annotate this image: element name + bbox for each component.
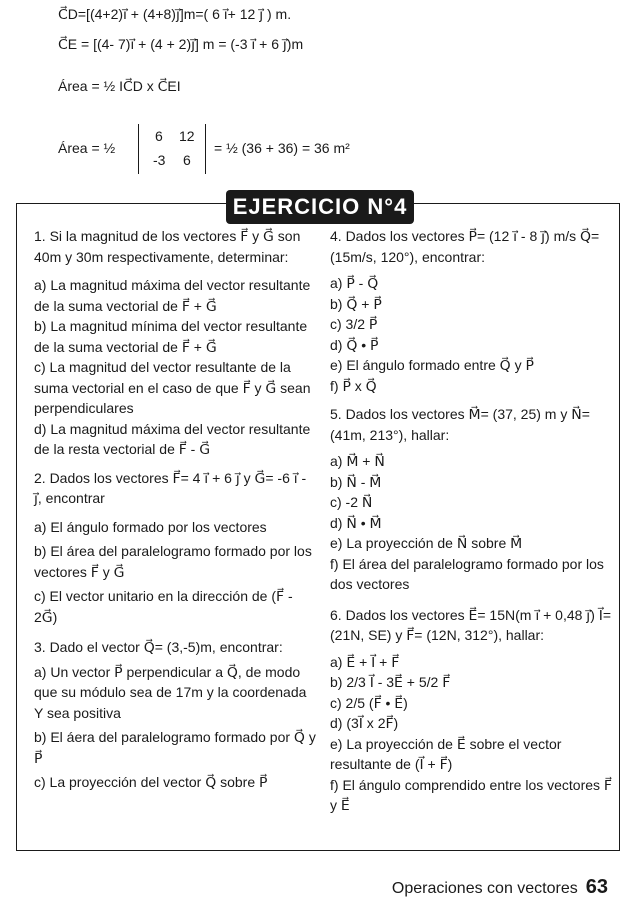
item-2a: a) El ángulo formado por los vectores [34,518,267,535]
item-1b: b) La magnitud mínima del vector resultante de la suma vectorial de F⃗ + G⃗ [34,318,308,355]
item-5d: d) N⃗ • M⃗ [330,514,382,531]
question-4: 4. Dados los vectores P⃗= (12 i⃗ - 8 j⃗) m/s Q⃗= (15m/s, 120°), encontrar: [330,228,600,265]
matrix-cell: 6 [155,128,163,144]
question-1: 1. Si la magnitud de los vectores F⃗ y G⃗ son 40m y 30m respectivamente, determinar: [34,228,301,265]
exercise-banner: EJERCICIO N°4 [226,190,414,224]
equation-cd: C⃗D=[(4+2)i⃗ + (4+8)j⃗]m=( 6 i⃗+ 12 j⃗ ) m. [58,6,292,22]
item-6d: d) (3I⃗ x 2F⃗) [330,715,399,731]
matrix-cell: 12 [179,128,195,144]
item-2c: c) El vector unitario en la dirección de (F⃗ - 2G⃗) [34,588,293,625]
right-column [330,226,612,816]
item-4a: a) P⃗ - Q⃗ [330,275,379,291]
question-3: 3. Dado el vector Q⃗= (3,-5)m, encontrar: [34,639,283,655]
item-3a: a) Un vector P⃗ perpendicular a Q⃗, de modo que su módulo sea de 17m y la coordenada Y sea positiva [34,663,307,721]
item-4d: d) Q⃗ • P⃗ [330,336,379,353]
equation-ce: C⃗E = [(4- 7)i⃗ + (4 + 2)j⃗] m = (-3 i⃗ + 6 j⃗)m [58,36,304,52]
question-2: 2. Dados los vectores F⃗= 4 i⃗ + 6 j⃗ y G⃗= -6 i⃗ - j⃗, encontrar [34,469,307,506]
item-5c: c) -2 N⃗ [330,494,373,510]
footer-title: Operaciones con vectores [391,880,578,897]
item-4b: b) Q⃗ + P⃗ [330,295,382,312]
question-5: 5. Dados los vectores M⃗= (37, 25) m y N⃗= (41m, 213°), hallar: [330,406,590,443]
page-footer [392,876,608,899]
item-1a: a) La magnitud máxima del vector resultante de la suma vectorial de F⃗ + G⃗ [34,277,311,314]
item-5a: a) M⃗ + N⃗ [330,453,385,469]
item-1c: c) La magnitud del vector resultante de la suma vectorial en el caso de que F⃗ y G⃗ sean perpendiculares [34,359,311,416]
matrix-cell: -3 [153,152,166,168]
item-6a: a) E⃗ + I⃗ + F⃗ [330,653,400,670]
item-6e: e) La proyección de E⃗ sobre el vector resultante de (I⃗ + F⃗) [330,735,562,772]
item-6f: f) El ángulo comprendido entre los vectores F⃗ y E⃗ [330,776,612,813]
determinant-matrix [138,124,206,174]
item-3c: c) La proyección del vector Q⃗ sobre P⃗ [34,774,268,790]
determinant-result: = ½ (36 + 36) = 36 m² [214,140,350,156]
item-5b: b) N⃗ - M⃗ [330,473,382,490]
determinant-label: Área = ½ [58,140,116,156]
item-1d: d) La magnitud máxima del vector resultante de la resta vectorial de F⃗ - G⃗ [34,420,311,457]
question-6: 6. Dados los vectores E⃗= 15N(m i⃗ + 0,48 j⃗) I⃗= (21N, SE) y F⃗= (12N, 312°), hallar: [330,606,612,643]
item-6b: b) 2/3 I⃗ - 3E⃗ + 5/2 F⃗ [330,674,451,690]
left-column [34,226,316,793]
item-6c: c) 2/5 (F⃗ • E⃗) [330,694,408,711]
item-5f: f) El área del paralelogramo formado por los dos vectores [330,555,604,592]
item-4f: f) P⃗ x Q⃗ [330,377,377,394]
page-number: 63 [585,876,608,898]
item-4e: e) El ángulo formado entre Q⃗ y P⃗ [330,357,534,373]
matrix-cell: 6 [183,152,191,168]
item-4c: c) 3/2 P⃗ [330,316,378,332]
item-2b: b) El área del paralelogramo formado por los vectores F⃗ y G⃗ [34,543,312,580]
item-3b: b) El áera del paralelogramo formado por Q⃗ y P⃗ [34,729,316,766]
equation-area: Área = ½ IC⃗D x C⃗EI [58,78,181,94]
item-5e: e) La proyección de N⃗ sobre M⃗ [330,535,523,551]
